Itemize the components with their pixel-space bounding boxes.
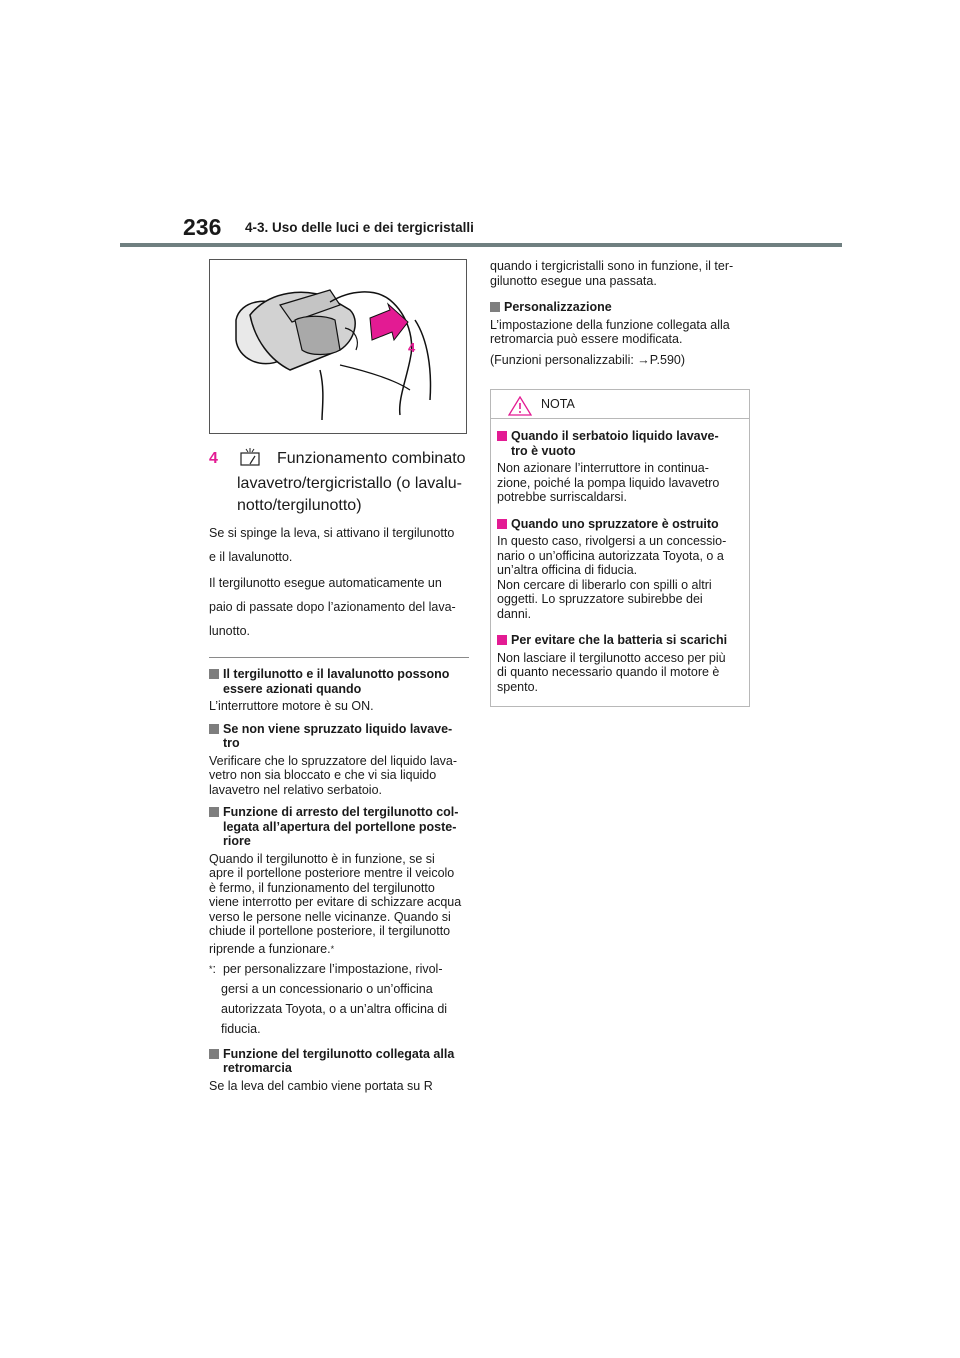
- body-line: vetro non sia bloccato e che vi sia liquido: [209, 768, 437, 782]
- footnote-line: autorizzata Toyota, o a un’altra officina di: [221, 1001, 448, 1016]
- heading-line: Quando uno spruzzatore è ostruito: [511, 516, 719, 531]
- heading-line: Funzione di arresto del tergilunotto col-: [223, 805, 459, 819]
- heading-line: tro: [223, 736, 240, 750]
- continued-text: [490, 259, 752, 288]
- item-4-para2-line3: lunotto.: [209, 624, 251, 638]
- body-line: verso le persone nelle vicinanze. Quando si: [209, 909, 451, 924]
- nota-header: [491, 390, 749, 419]
- item-4-title-line1: Funzionamento combinato: [277, 450, 466, 467]
- body-line: L’impostazione della funzione collegata alla: [490, 317, 730, 332]
- body-line: di quanto necessario quando il motore è: [497, 665, 720, 679]
- bullet-square: [490, 302, 500, 312]
- footnote: [209, 959, 469, 1039]
- rear-washer-wiper-icon: [239, 448, 261, 473]
- customizable-functions-link[interactable]: (Funzioni personalizzabili: →P.590): [490, 352, 686, 367]
- lever-drawing: [210, 260, 466, 433]
- footnote-marker: *: [209, 963, 213, 974]
- section-divider: [209, 657, 469, 658]
- heading-line: riore: [223, 834, 251, 848]
- heading-line: legata all’apertura del portellone poste-: [223, 819, 457, 834]
- body-line: retromarcia può essere modificata.: [490, 332, 683, 346]
- item-4-number: 4: [209, 450, 218, 467]
- section-body: Se la leva del cambio viene portata su R: [209, 1078, 433, 1093]
- footnote-colon: :: [212, 961, 216, 976]
- body-line: spento.: [497, 679, 539, 694]
- nota-box: [490, 389, 750, 707]
- page-number: 236: [183, 214, 222, 240]
- item-4-para2-line2: paio di passate dopo l’azionamento del lava-: [209, 600, 456, 614]
- heading-line: Funzione del tergilunotto collegata alla: [223, 1046, 455, 1061]
- body-line: Verificare che lo spruzzatore del liquido lava-: [209, 753, 458, 768]
- bullet-square: [209, 669, 219, 679]
- nota-heading-battery: [497, 633, 743, 648]
- nota-body-text: [497, 461, 743, 505]
- body-line: Non cercare di liberarlo con spilli o altri: [497, 577, 712, 592]
- heading-line: Il tergilunotto e il lavalunotto possono: [223, 667, 450, 681]
- body-line: chiude il portellone posteriore, il tergilunotto: [209, 924, 451, 938]
- body-line: gilunotto esegue una passata.: [490, 273, 657, 288]
- body-line: riprende a funzionare.: [209, 941, 331, 956]
- body-line: un’altra officina di fiducia.: [497, 563, 638, 577]
- heading-line: Se non viene spruzzato liquido lavave-: [223, 721, 453, 736]
- item-4-title-line3: notto/tergilunotto): [237, 497, 362, 514]
- body-line: zione, poiché la pompa liquido lavavetro: [497, 475, 720, 490]
- body-line: è fermo, il funzionamento del tergilunotto: [209, 880, 435, 895]
- section-heading-operation-conditions: [209, 667, 469, 696]
- heading-line: Per evitare che la batteria si scarichi: [511, 633, 728, 647]
- heading-line: essere azionati quando: [223, 681, 362, 696]
- bullet-square: [209, 724, 219, 734]
- section-body: [209, 754, 469, 798]
- right-column: [490, 259, 752, 707]
- nota-title: NOTA: [541, 397, 575, 411]
- body-line: quando i tergicristalli sono in funzione, il ter-: [490, 259, 734, 273]
- wiper-lever-illustration: [209, 259, 467, 434]
- footnote-line: fiducia.: [221, 1021, 261, 1036]
- footnote-line: per personalizzare l’impostazione, rivol-: [222, 961, 443, 976]
- nota-body-text: [497, 534, 743, 621]
- body-line: danni.: [497, 606, 532, 621]
- heading-line: retromarcia: [223, 1061, 292, 1075]
- body-line: oggetti. Lo spruzzatore subirebbe dei: [497, 592, 703, 606]
- bullet-square: [209, 807, 219, 817]
- section-body: L’interruttore motore è su ON.: [209, 699, 374, 713]
- body-line: viene interrotto per evitare di schizzare acqua: [209, 895, 462, 909]
- nota-body: [491, 419, 749, 706]
- item-4-title-line2: lavavetro/tergicristallo (o lavalu-: [237, 475, 462, 492]
- nota-body-text: [497, 651, 743, 695]
- item-4-para1-line1: Se si spinge la leva, si attivano il tergilunotto: [209, 526, 455, 540]
- footnote-line: gersi a un concessionario o un’officina: [221, 981, 433, 996]
- footnote-marker: *: [330, 943, 335, 954]
- body-line: In questo caso, rivolgersi a un concessio-: [497, 534, 727, 548]
- item-4-para2-line1: Il tergilunotto esegue automaticamente un: [209, 576, 442, 590]
- section-body: [209, 852, 469, 959]
- warning-triangle-icon: [508, 396, 532, 416]
- body-line: Non lasciare il tergilunotto acceso per più: [497, 650, 726, 665]
- figure-callout: 4: [408, 340, 416, 355]
- section-heading-no-washer-fluid: [209, 722, 469, 751]
- heading-line: Quando il serbatoio liquido lavave-: [511, 429, 719, 443]
- heading-line: Personalizzazione: [504, 300, 612, 314]
- heading-line: tro è vuoto: [511, 443, 576, 458]
- body-line: nario o un’officina autorizzata Toyota, o a: [497, 548, 724, 563]
- body-line: Quando il tergilunotto è in funzione, se si: [209, 851, 435, 866]
- section-heading-tailgate-stop: [209, 805, 469, 849]
- section-body: [490, 318, 752, 368]
- body-line: potrebbe surriscaldarsi.: [497, 490, 627, 504]
- section-heading-reverse-wiper: [209, 1047, 469, 1076]
- header-rule: [120, 243, 842, 247]
- item-4-para1-line2: e il lavalunotto.: [209, 550, 293, 564]
- nota-heading-nozzle-clogged: [497, 517, 743, 532]
- body-line: Non azionare l’interruttore in continua-: [497, 461, 709, 475]
- body-line: lavavetro nel relativo serbatoio.: [209, 782, 383, 797]
- bullet-square: [497, 635, 507, 645]
- section-heading-personalization: [490, 300, 752, 315]
- section-title: 4-3. Uso delle luci e dei tergicristalli: [245, 220, 474, 235]
- nota-heading-empty-tank: [497, 429, 743, 458]
- left-column: [209, 259, 469, 1097]
- bullet-square: [209, 1049, 219, 1059]
- item-4-heading: [209, 448, 469, 517]
- bullet-square: [497, 519, 507, 529]
- bullet-square: [497, 431, 507, 441]
- body-line: apre il portellone posteriore mentre il veicolo: [209, 866, 455, 880]
